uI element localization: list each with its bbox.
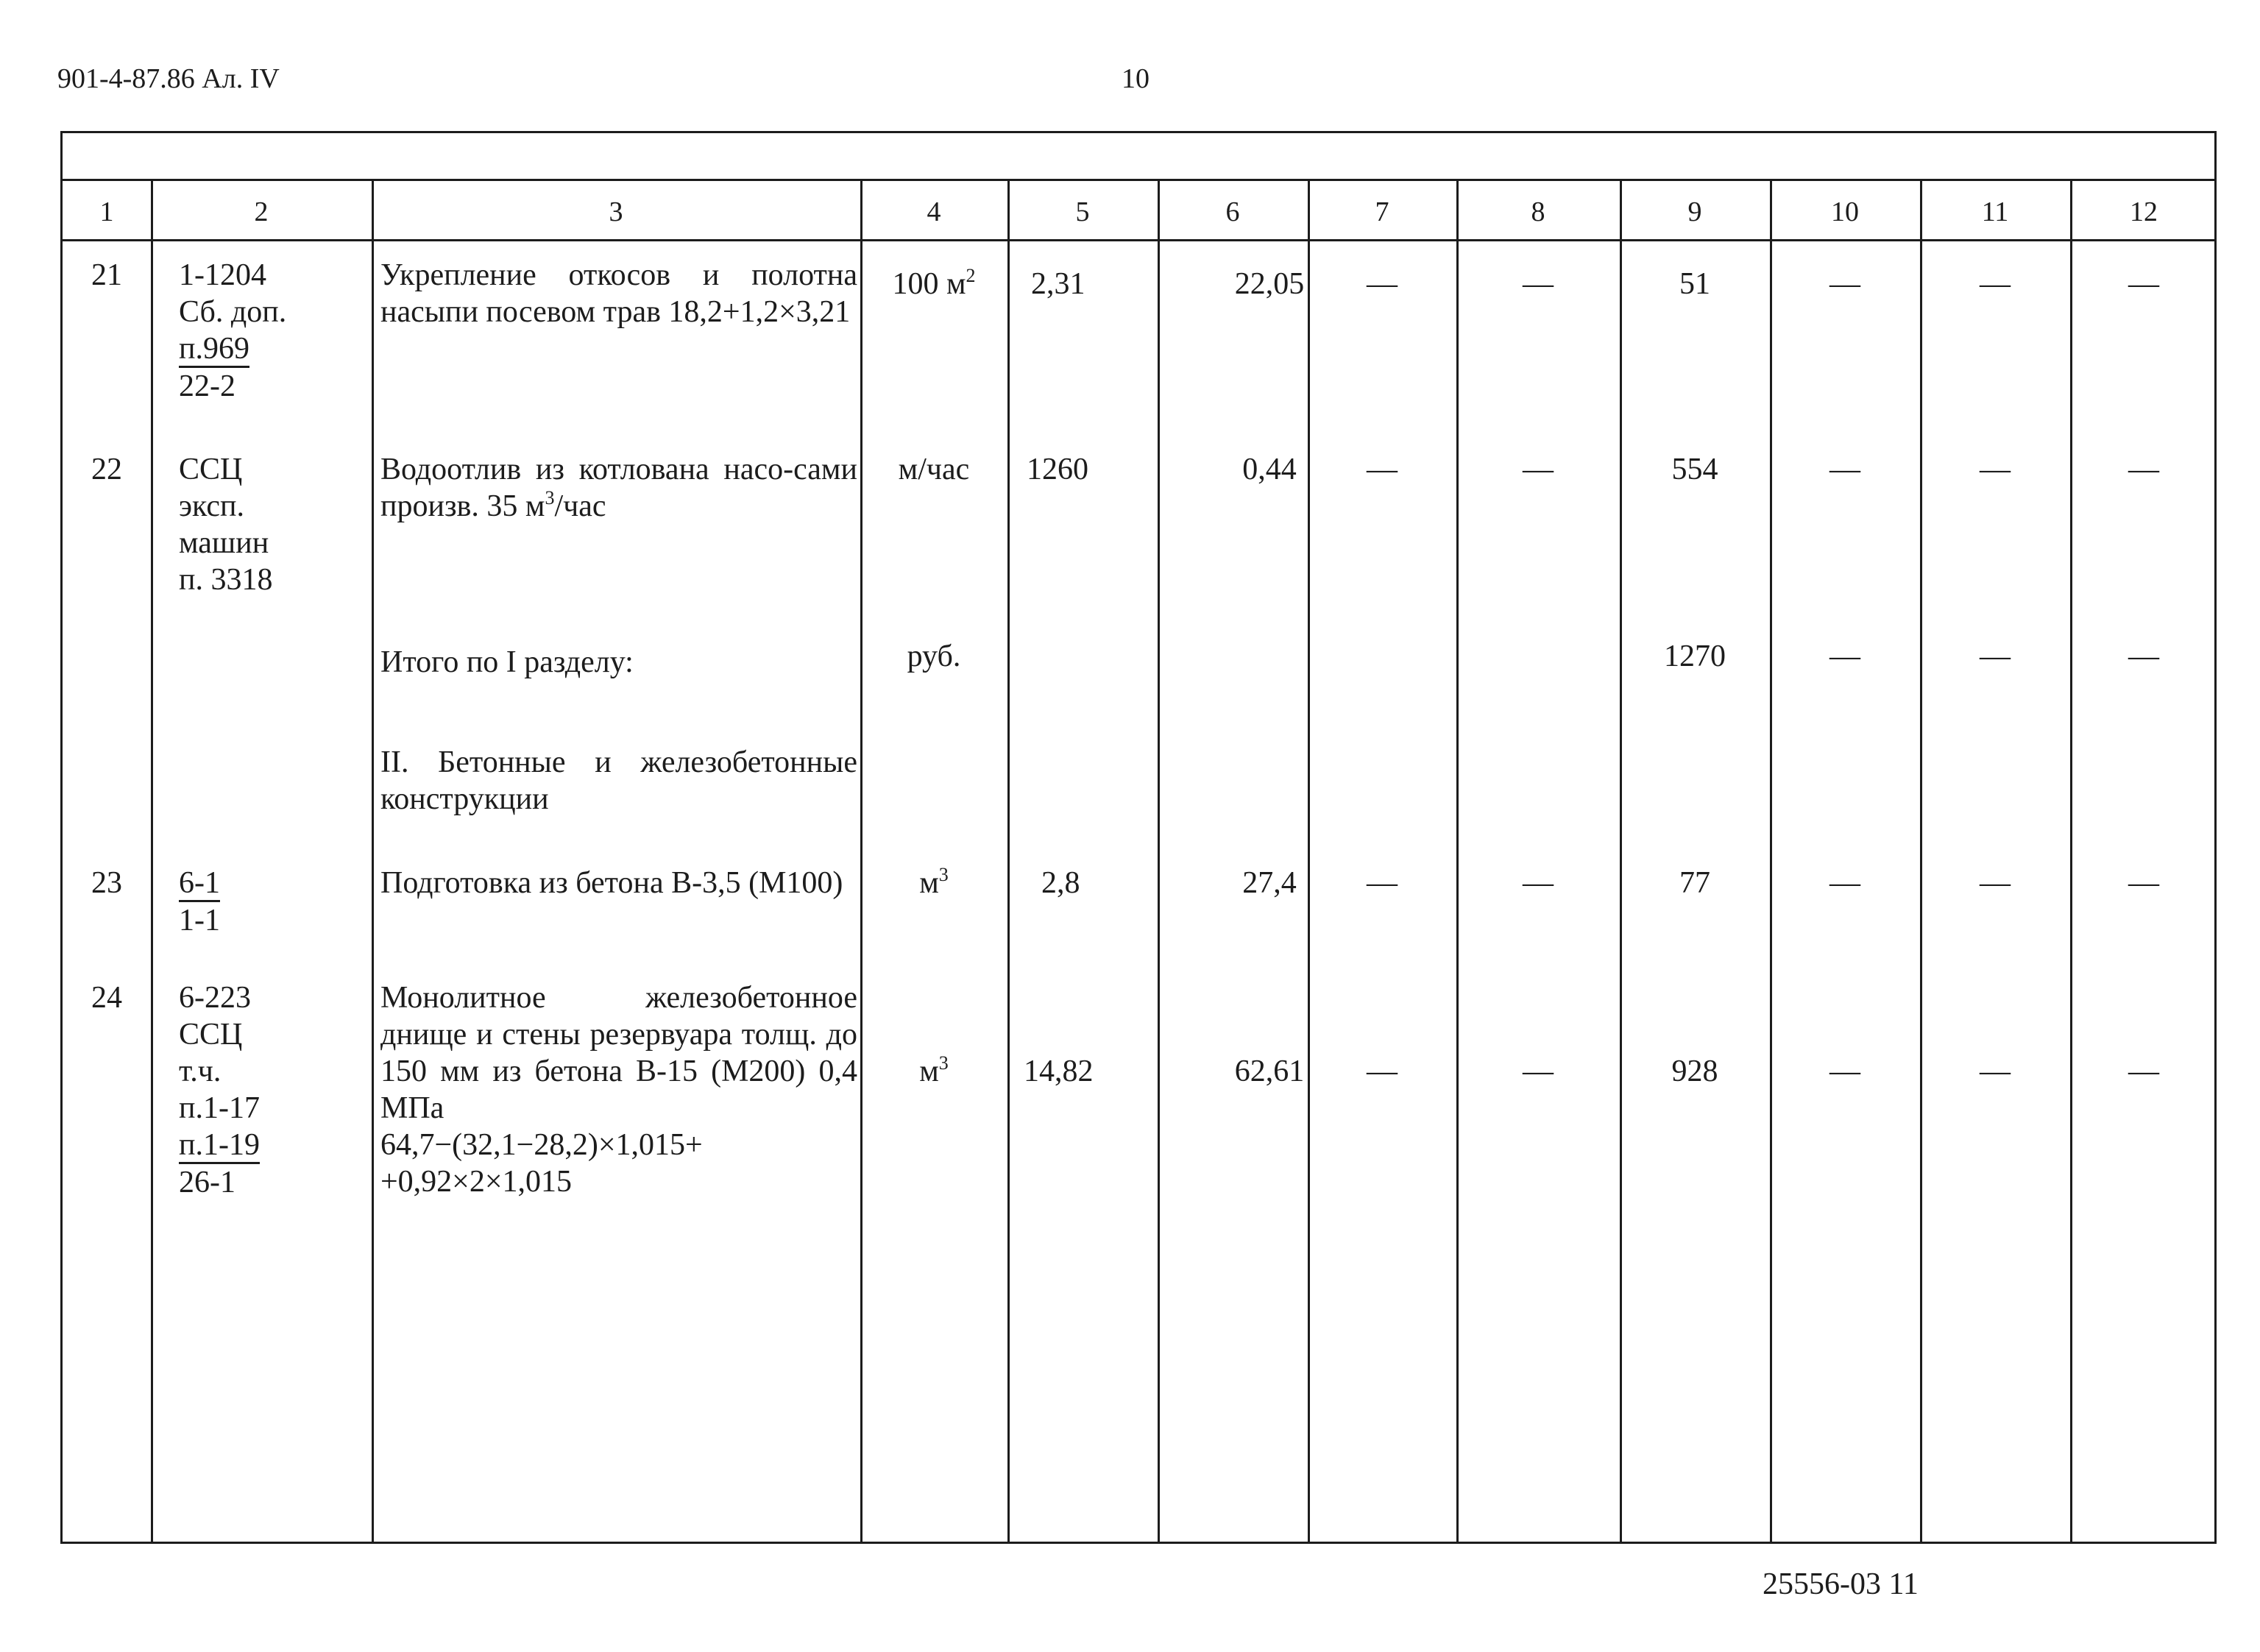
reference-code: 6-1 1-1 [179, 866, 220, 937]
column-divider [151, 180, 153, 1542]
empty-dash: — [1980, 866, 2011, 900]
empty-dash: — [1980, 1054, 2011, 1088]
empty-dash: — [1523, 267, 1554, 301]
empty-dash: — [2128, 1054, 2159, 1088]
work-description: Укрепление откосов и полотна насыпи посевом трав 18,2+1,2×3,21 [380, 258, 857, 329]
unit: $м^3$ [919, 1052, 949, 1088]
empty-dash: — [1367, 267, 1398, 301]
reference-code: 1-1204 Сб. доп. п.969 22-2 [179, 258, 287, 403]
total-cost: 554 [1671, 453, 1718, 486]
unit: 100 $м^2$ [892, 265, 976, 301]
column-divider [1770, 180, 1772, 1542]
footer-code: 25556-03 11 [1763, 1567, 1919, 1601]
empty-dash: — [2128, 267, 2159, 301]
table-top-rule [63, 179, 2214, 181]
column-number: 4 [927, 196, 941, 227]
column-divider [860, 180, 862, 1542]
column-divider [1007, 180, 1010, 1542]
empty-dash: — [1829, 453, 1860, 486]
work-description: Подготовка из бетона В-3,5 (М100) [380, 866, 843, 900]
work-description: Монолитное железобетонное днище и стены резервуара толщ. до 150 мм из бетона В-15 (М200) 0,4 МПа 64,7−(32,1−28,2)×1,015+ +0,92×2×1,015 [380, 981, 857, 1199]
empty-dash: — [1523, 866, 1554, 900]
unit-cost: 62,61 [1234, 1054, 1305, 1088]
quantity: 2,31 [1031, 267, 1085, 301]
empty-dash: — [2128, 453, 2159, 486]
estimate-table [60, 131, 2217, 1544]
total-cost: 1270 [1664, 639, 1726, 673]
empty-dash: — [1367, 453, 1398, 486]
column-number: 2 [254, 196, 269, 227]
section-heading: II. Бетонные и железобетонные конструкции [380, 745, 857, 816]
total-cost: 77 [1679, 866, 1710, 900]
column-number: 10 [1831, 196, 1859, 227]
unit: руб. [907, 639, 961, 673]
unit: $м^3$ [919, 864, 949, 900]
total-cost: 51 [1679, 267, 1710, 301]
column-number: 7 [1375, 196, 1389, 227]
row-number: 24 [91, 981, 122, 1015]
empty-dash: — [1980, 639, 2011, 673]
column-number: 5 [1075, 196, 1090, 227]
row-number: 22 [91, 453, 122, 486]
document-code: 901-4-87.86 Ал. IV [57, 63, 280, 94]
row-number: 21 [91, 258, 122, 292]
empty-dash: — [2128, 639, 2159, 673]
column-divider [1158, 180, 1160, 1542]
reference-code: 6-223 ССЦ т.ч. п.1-17 п.1-19 26-1 [179, 981, 260, 1199]
work-description: Водоотлив из котлована насо-сами произв. 35 $м^3$/час [380, 453, 857, 523]
total-cost: 928 [1671, 1054, 1718, 1088]
column-number: 12 [2130, 196, 2158, 227]
empty-dash: — [1523, 1054, 1554, 1088]
column-number: 11 [1981, 196, 2009, 227]
empty-dash: — [1829, 639, 1860, 673]
quantity: 2,8 [1041, 866, 1080, 900]
section-subtotal-label: Итого по I разделу: [380, 645, 634, 679]
quantity: 1260 [1027, 453, 1088, 486]
row-number: 23 [91, 866, 122, 900]
empty-dash: — [1523, 453, 1554, 486]
empty-dash: — [1367, 1054, 1398, 1088]
empty-dash: — [1367, 866, 1398, 900]
column-number: 3 [609, 196, 623, 227]
column-divider [2070, 180, 2072, 1542]
column-number: 1 [99, 196, 114, 227]
unit-cost: 22,05 [1234, 267, 1305, 301]
empty-dash: — [1980, 453, 2011, 486]
column-divider [1920, 180, 1922, 1542]
column-divider [1308, 180, 1310, 1542]
column-divider [372, 180, 374, 1542]
column-divider [1620, 180, 1622, 1542]
column-number: 9 [1687, 196, 1702, 227]
quantity: 14,82 [1024, 1054, 1094, 1088]
empty-dash: — [2128, 866, 2159, 900]
page-number: 10 [1122, 63, 1150, 94]
empty-dash: — [1980, 267, 2011, 301]
reference-code: ССЦ эксп. машин п. 3318 [179, 453, 273, 597]
header-rule [63, 239, 2214, 241]
empty-dash: — [1829, 1054, 1860, 1088]
unit-cost: 0,44 [1242, 453, 1297, 486]
empty-dash: — [1829, 866, 1860, 900]
empty-dash: — [1829, 267, 1860, 301]
column-number: 6 [1225, 196, 1240, 227]
column-number: 8 [1531, 196, 1545, 227]
unit: м/час [898, 453, 970, 486]
unit-cost: 27,4 [1242, 866, 1297, 900]
column-divider [1456, 180, 1459, 1542]
